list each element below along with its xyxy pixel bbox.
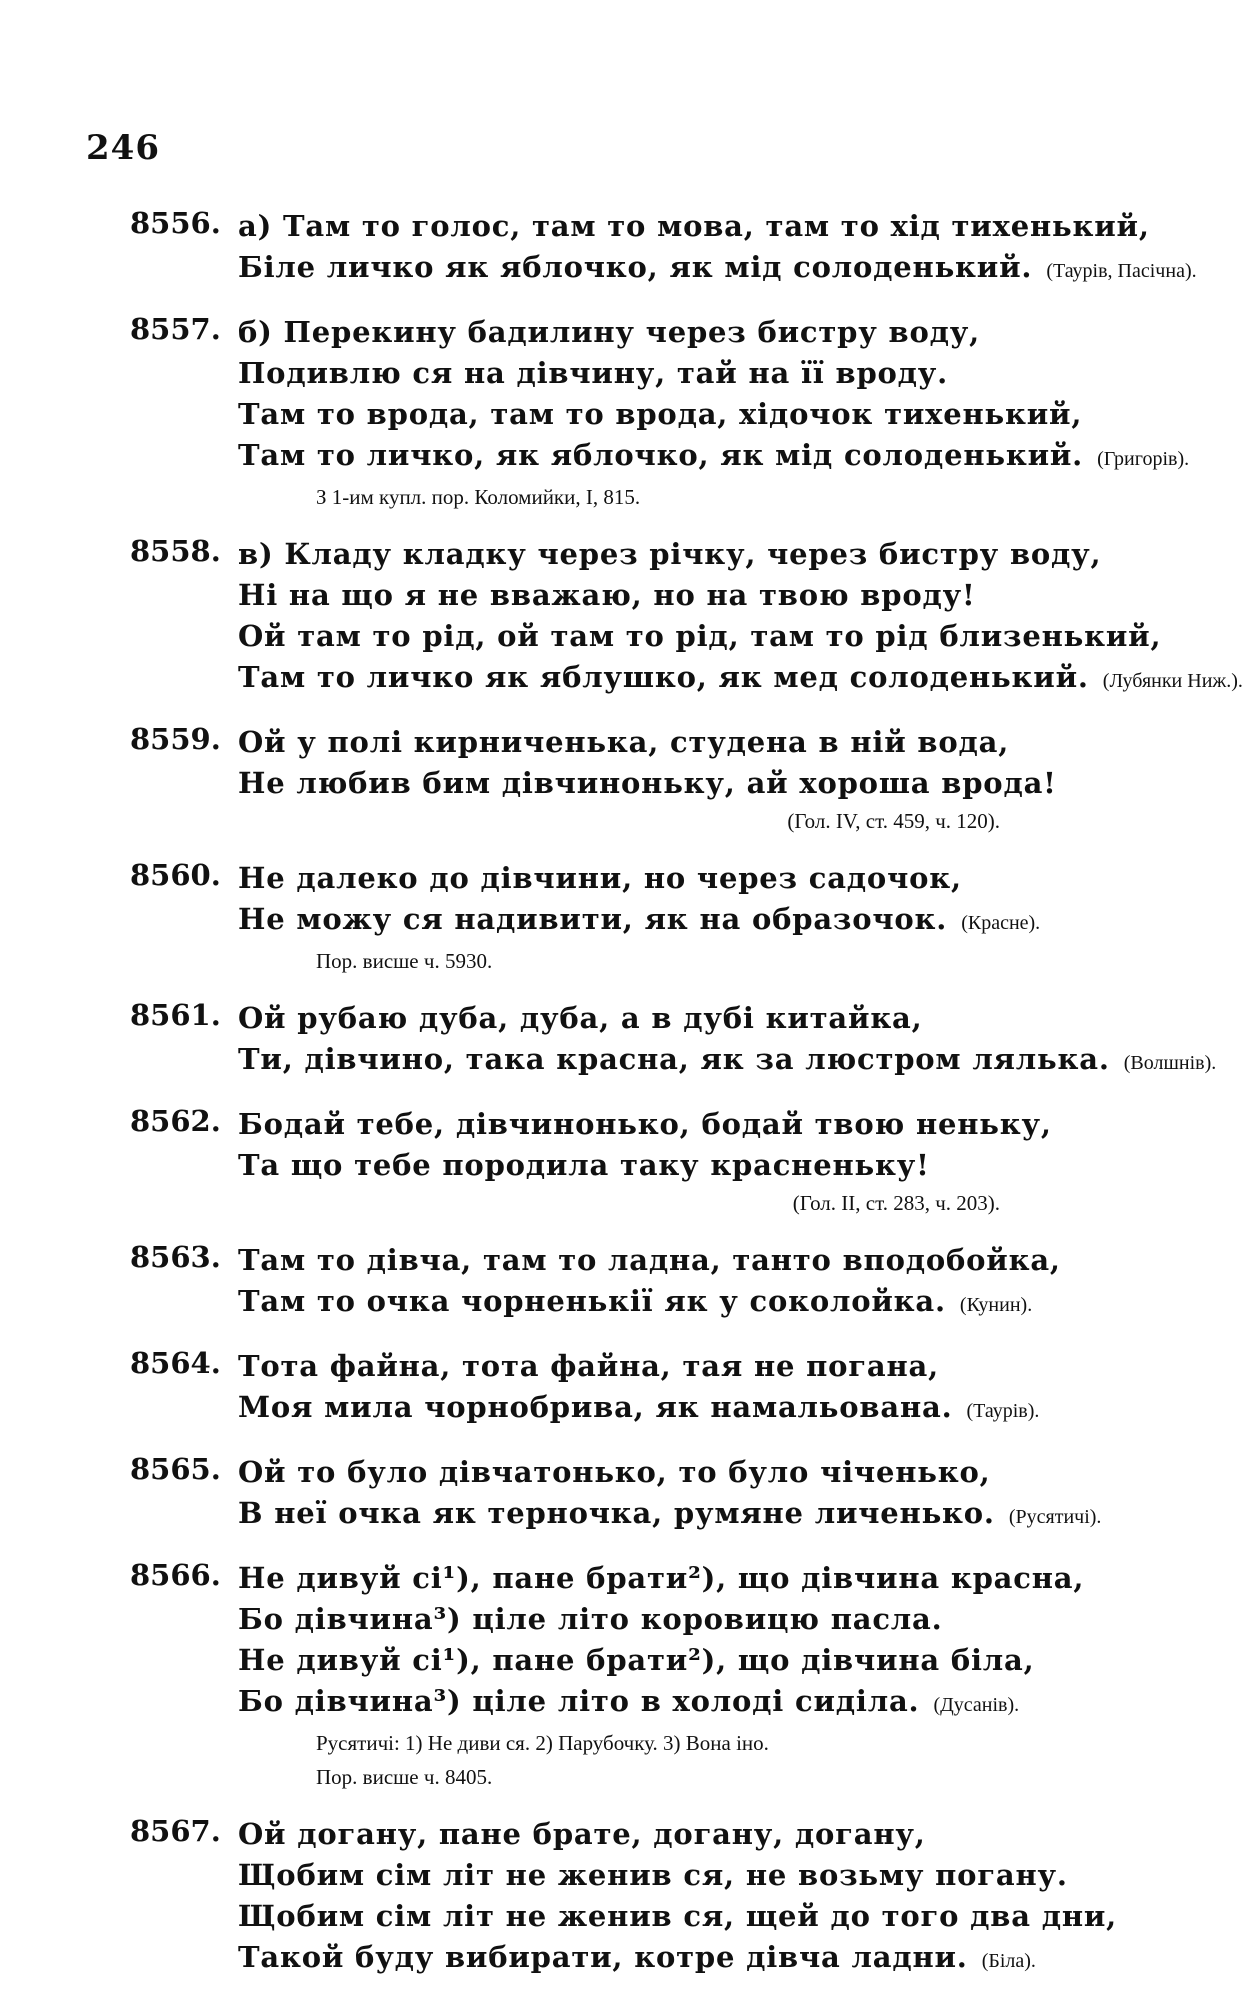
entry-number: 8566. xyxy=(130,1558,221,1592)
verse-line xyxy=(238,1681,1080,1726)
verse-text: Бо дівчина³) ціле літо в холоді сиділа. xyxy=(238,1684,920,1718)
entry-number: 8560. xyxy=(130,858,221,892)
entry xyxy=(130,1346,1080,1432)
page-number: 246 xyxy=(86,128,160,168)
verse-text: Не далеко до дівчини, но через садочок, xyxy=(238,861,962,895)
verse-line xyxy=(238,1937,1080,1982)
verse-text: Тота файна, тота файна, тая не погана, xyxy=(238,1349,939,1383)
verse-line xyxy=(238,1896,1118,1937)
entry-number: 8562. xyxy=(130,1104,221,1138)
verse-line xyxy=(238,394,1083,435)
verse-text: Там то врода, там то врода, хідочок тихенький, xyxy=(238,397,1083,431)
verse-line xyxy=(238,722,1080,763)
verse-text: Там то дівча, там то ладна, танто вподобойка, xyxy=(238,1243,1061,1277)
entry-note: Пор. висше ч. 5930. xyxy=(316,949,493,973)
verse-line xyxy=(238,247,1197,292)
verse-text: Біле личко як яблочко, як мід солоденький. xyxy=(238,250,1033,284)
entry-note: З 1-им купл. пор. Коломийки, I, 815. xyxy=(316,485,641,509)
verse-text: Такой буду вибирати, котре дівча ладни. xyxy=(238,1940,968,1974)
verse-text: Ні на що я не вважаю, но на твою вроду! xyxy=(238,578,976,612)
verse-line xyxy=(238,1104,1080,1145)
entry xyxy=(130,722,1080,838)
verse-text: В неї очка як терночка, румяне личенько. xyxy=(238,1496,995,1530)
entry-number: 8567. xyxy=(130,1814,221,1848)
entry xyxy=(130,1452,1102,1538)
source-label: (Кунин). xyxy=(959,1294,1033,1316)
verse-line xyxy=(238,763,1080,804)
verse-line xyxy=(238,1814,1080,1855)
source-label: (Таурів, Пасічна). xyxy=(1046,260,1197,282)
entry-note: Пор. висше ч. 8405. xyxy=(316,1765,493,1789)
source-citation: (Гол. IV, ст. 459, ч. 120). xyxy=(787,809,1000,833)
entry xyxy=(130,1558,1085,1794)
verse-line xyxy=(238,575,1080,616)
verse-text: Бодай тебе, дівчинонько, бодай твою неньку, xyxy=(238,1107,1052,1141)
verse-text: Бо дівчина³) ціле літо коровицю пасла. xyxy=(238,1602,943,1636)
verse-text: Не дивуй сі¹), пане брати²), що дівчина біла, xyxy=(238,1643,1035,1677)
verse-text: Не любив бим дівчиноньку, ай хороша врода! xyxy=(238,766,1057,800)
source-label: (Дусанів). xyxy=(933,1694,1020,1716)
verse-text: Там то личко, як яблочко, як мід солоденький. xyxy=(238,438,1084,472)
verse-line xyxy=(238,1558,1085,1599)
entry-number: 8564. xyxy=(130,1346,221,1380)
verse-text: Не можу ся надивити, як на образочок. xyxy=(238,902,948,936)
entry xyxy=(130,534,1243,702)
source-label: (Біла). xyxy=(981,1950,1036,1972)
verse-line xyxy=(238,899,1080,944)
verse-line xyxy=(238,998,1080,1039)
verse-line xyxy=(238,1039,1217,1084)
verse-line xyxy=(238,858,1080,899)
verse-line xyxy=(238,435,1190,480)
verse-text: Не дивуй сі¹), пане брати²), що дівчина красна, xyxy=(238,1561,1085,1595)
verse-text: Ой догану, пане брате, догану, догану, xyxy=(238,1817,926,1851)
verse-line xyxy=(238,1599,1080,1640)
entry-number: 8561. xyxy=(130,998,221,1032)
verse-text: б) Перекину бадилину через бистру воду, xyxy=(238,315,980,349)
entry-number: 8556. xyxy=(130,206,221,240)
verse-text: Ой то було дівчатонько, то було чіченько, xyxy=(238,1455,991,1489)
verse-line xyxy=(238,206,1150,247)
verse-text: Щобим сім літ не женив ся, щей до того два дни, xyxy=(238,1899,1118,1933)
verse-text: Та що тебе породила таку красненьку! xyxy=(238,1148,930,1182)
entry-number: 8565. xyxy=(130,1452,221,1486)
verse-text: Моя мила чорнобрива, як намальована. xyxy=(238,1390,953,1424)
entry xyxy=(130,206,1197,292)
source-label: (Таурів). xyxy=(966,1400,1040,1422)
verse-line xyxy=(238,1346,1080,1387)
verse-line xyxy=(238,1493,1102,1538)
verse-text: Ой у полі кирниченька, студена в ній вода, xyxy=(238,725,1010,759)
verse-line xyxy=(238,1640,1080,1681)
entry-note: Русятичі: 1) Не диви ся. 2) Парубочку. 3) Вона іно. xyxy=(316,1731,769,1755)
verse-line xyxy=(238,353,1080,394)
verse-text: Ти, дівчино, така красна, як за люстром лялька. xyxy=(238,1042,1110,1076)
verse-text: Щобим сім літ не женив ся, не возьму погану. xyxy=(238,1858,1068,1892)
verse-text: а) Там то голос, там то мова, там то хід тихенький, xyxy=(238,209,1150,243)
verse-text: Там то очка чорненькії як у соколойка. xyxy=(238,1284,946,1318)
verse-line xyxy=(238,1281,1080,1326)
entries-list xyxy=(130,206,1243,2002)
entry xyxy=(130,858,1080,978)
verse-line xyxy=(238,657,1243,702)
entry xyxy=(130,1104,1080,1220)
verse-line xyxy=(238,534,1102,575)
verse-line xyxy=(238,312,1080,353)
source-label: (Волшнів). xyxy=(1123,1052,1217,1074)
verse-line xyxy=(238,1240,1080,1281)
verse-line xyxy=(238,1145,1080,1186)
verse-text: Ой рубаю дуба, дуба, а в дубі китайка, xyxy=(238,1001,923,1035)
source-label: (Григорів). xyxy=(1097,448,1190,470)
verse-line xyxy=(238,616,1162,657)
verse-text: в) Кладу кладку через річку, через бистру воду, xyxy=(238,537,1102,571)
verse-line xyxy=(238,1452,1080,1493)
entry xyxy=(130,312,1190,514)
source-label: (Русятичі). xyxy=(1008,1506,1102,1528)
verse-line xyxy=(238,1387,1080,1432)
verse-text: Ой там то рід, ой там то рід, там то рід близенький, xyxy=(238,619,1162,653)
verse-line xyxy=(238,1855,1080,1896)
source-label: (Лубянки Ниж.). xyxy=(1102,670,1243,692)
entry-number: 8563. xyxy=(130,1240,221,1274)
entry xyxy=(130,998,1217,1084)
entry xyxy=(130,1240,1080,1326)
entry-number: 8559. xyxy=(130,722,221,756)
entry xyxy=(130,1814,1118,1982)
source-citation: (Гол. II, ст. 283, ч. 203). xyxy=(792,1191,1000,1215)
verse-text: Подивлю ся на дівчину, тай на її вроду. xyxy=(238,356,949,390)
entry-number: 8558. xyxy=(130,534,221,568)
source-label: (Красне). xyxy=(961,912,1041,934)
entry-number: 8557. xyxy=(130,312,221,346)
verse-text: Там то личко як яблушко, як мед солоденький. xyxy=(238,660,1089,694)
